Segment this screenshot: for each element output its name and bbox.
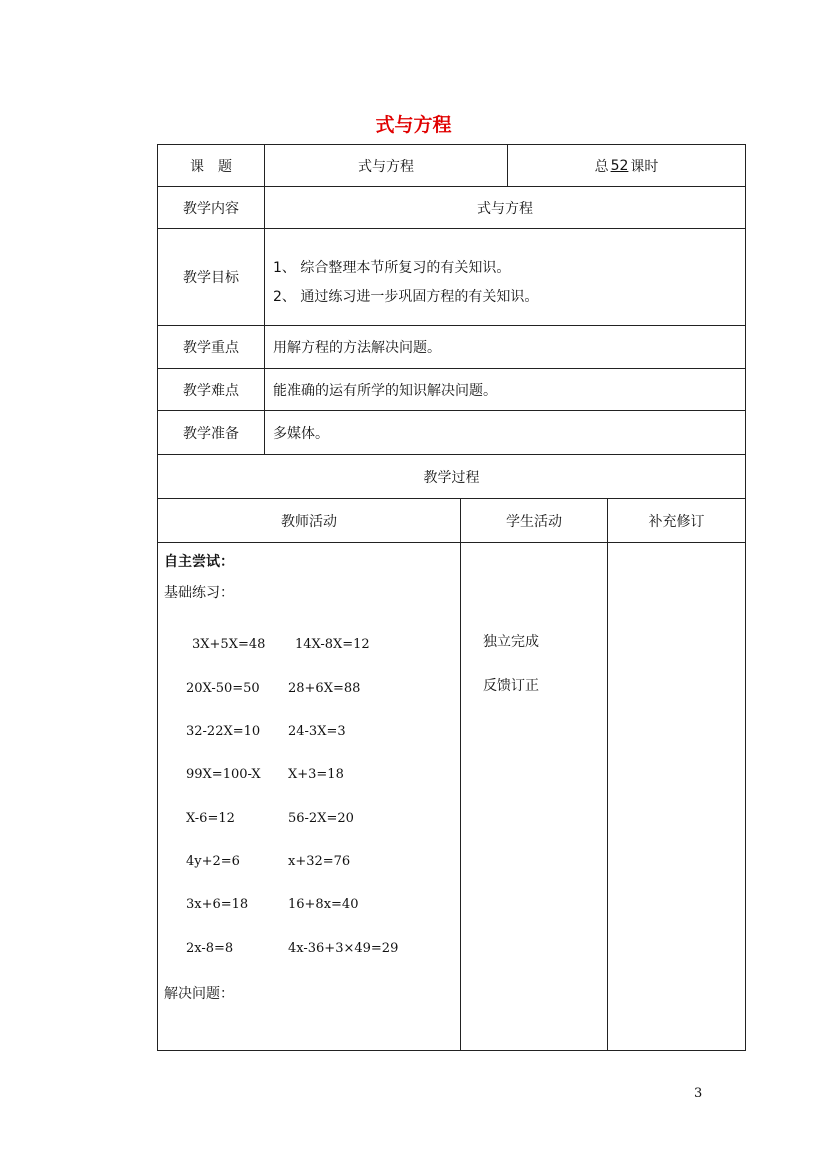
solve-problems-heading: 解决问题：	[164, 986, 234, 1002]
table-divider	[607, 498, 608, 1051]
equation: 14X-8X=12	[295, 637, 370, 652]
equation: 99X=100-X	[186, 767, 261, 782]
difficulty-value: 能准确的运有所学的知识解决问题。	[273, 382, 497, 399]
content-label: 教学内容	[183, 200, 239, 217]
self-try-heading: 自主尝试：	[164, 554, 234, 570]
topic-value: 式与方程	[358, 158, 414, 175]
equation: 2x-8=8	[186, 941, 234, 956]
equation: 28+6X=88	[288, 681, 361, 696]
equation: 56-2X=20	[288, 811, 354, 826]
equation: 4x-36+3×49=29	[288, 941, 399, 956]
equation: 32-22X=10	[186, 724, 261, 739]
document-title: 式与方程	[375, 114, 452, 136]
total-lessons	[508, 145, 745, 186]
key-point-value: 用解方程的方法解决问题。	[273, 340, 441, 356]
goal-item: 2、 通过练习进一步巩固方程的有关知识。	[273, 289, 539, 305]
student-activity-item: 独立完成	[483, 634, 539, 650]
equation: X+3=18	[288, 767, 344, 782]
table-border-right	[745, 144, 746, 1051]
equation: 4y+2=6	[186, 854, 240, 869]
revision-header: 补充修订	[648, 513, 705, 530]
content-value: 式与方程	[477, 200, 533, 217]
difficulty-label: 教学难点	[183, 382, 239, 399]
key-point-label: 教学重点	[183, 340, 239, 356]
table-border-bottom	[157, 1050, 746, 1051]
student-activity-header: 学生活动	[506, 513, 562, 530]
goal-item: 1、 综合整理本节所复习的有关知识。	[273, 260, 511, 276]
equation: 3x+6=18	[186, 897, 249, 912]
student-activity-item: 反馈订正	[483, 678, 539, 694]
table-divider	[460, 498, 461, 1051]
preparation-label: 教学准备	[183, 425, 239, 442]
total-number: 52	[610, 157, 629, 174]
page-number: 3	[694, 1086, 703, 1101]
process-heading: 教学过程	[423, 469, 480, 486]
equation: 16+8x=40	[288, 897, 359, 912]
preparation-value: 多媒体。	[273, 425, 329, 442]
teacher-activity-header: 教师活动	[281, 513, 337, 530]
equation: 3X+5X=48	[192, 637, 266, 652]
basic-practice-heading: 基础练习：	[164, 585, 234, 601]
goals-label: 教学目标	[183, 270, 239, 286]
equation: X-6=12	[186, 811, 235, 826]
equation: 20X-50=50	[186, 681, 260, 696]
equation: 24-3X=3	[288, 724, 346, 739]
total-prefix: 总	[594, 158, 609, 175]
table-divider	[157, 542, 746, 543]
topic-label: 课 题	[190, 158, 232, 175]
total-suffix: 课时	[630, 158, 659, 175]
equation: x+32=76	[288, 854, 351, 869]
